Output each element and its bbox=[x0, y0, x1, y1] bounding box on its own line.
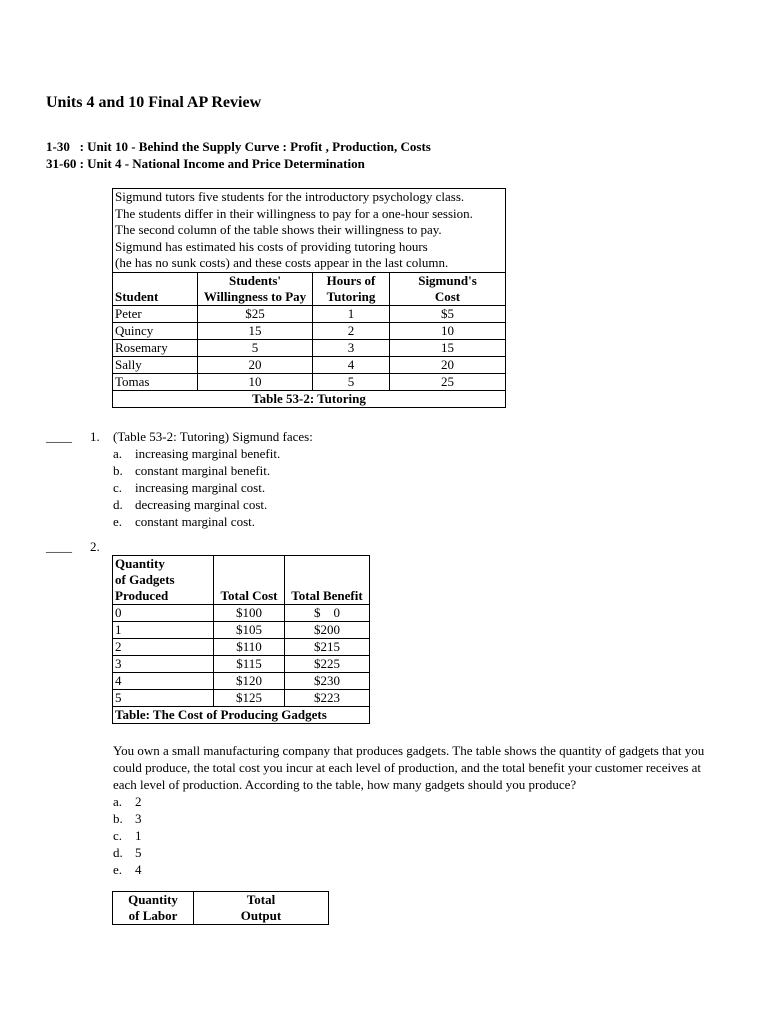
page-title: Units 4 and 10 Final AP Review bbox=[46, 94, 262, 111]
question-number-2: 2. bbox=[90, 539, 100, 554]
option-2b[interactable]: b. 3 bbox=[113, 811, 142, 826]
tutoring-table bbox=[112, 188, 506, 408]
table-row: Sally 20 4 20 bbox=[113, 356, 506, 373]
gadgets-caption: Table: The Cost of Producing Gadgets bbox=[113, 707, 370, 724]
option-1c[interactable]: c. increasing marginal cost. bbox=[113, 480, 266, 495]
table-row: Quincy 15 2 10 bbox=[113, 322, 506, 339]
option-1b[interactable]: b. constant marginal benefit. bbox=[113, 463, 271, 478]
table-row: 4 $120 $230 bbox=[113, 673, 370, 690]
table-row: 0 $100 $ 0 bbox=[113, 605, 370, 622]
labor-table bbox=[112, 891, 329, 925]
table-row: Tomas 10 5 25 bbox=[113, 373, 506, 390]
gadgets-table bbox=[112, 555, 370, 724]
answer-blank-1[interactable]: ____ bbox=[46, 429, 72, 444]
question-2 bbox=[113, 742, 725, 878]
tutoring-caption: Table 53-2: Tutoring bbox=[113, 390, 506, 407]
subtitle-unit-4: 31-60 : Unit 4 - National Income and Price Determination bbox=[46, 156, 365, 171]
table-row: 1 $105 $200 bbox=[113, 622, 370, 639]
answer-blank-2[interactable]: ____ bbox=[46, 539, 72, 554]
table-row: Rosemary 5 3 15 bbox=[113, 339, 506, 356]
option-2c[interactable]: c. 1 bbox=[113, 828, 142, 843]
option-1e[interactable]: e. constant marginal cost. bbox=[113, 514, 255, 529]
option-1d[interactable]: d. decreasing marginal cost. bbox=[113, 497, 268, 512]
tutoring-description: Sigmund tutors five students for the introductory psychology class. The students differ in their willingness to pay for a one-hour session. The second column of the table shows their willingness to pay. Sigmund has estimated his costs of providing tutoring hours (he has no sunk costs) and these costs appear in the last column. bbox=[113, 189, 506, 273]
table-row: Peter $25 1 $5 bbox=[113, 305, 506, 322]
question-2-stem: You own a small manufacturing company that produces gadgets. The table shows the quantity of gadgets that you could produce, the total cost you incur at each level of production, and the total benefit your customer receives at each level of production. According to the table, how many gadgets should you produce? bbox=[113, 743, 705, 792]
gadgets-header-row: Quantity of Gadgets Produced Total Cost Total Benefit bbox=[113, 556, 370, 605]
tutoring-header-row: Student Students' Willingness to Pay Hours of Tutoring Sigmund's Cost bbox=[113, 272, 506, 305]
option-1a[interactable]: a. increasing marginal benefit. bbox=[113, 446, 281, 461]
labor-header-row: Quantity of Labor Total Output bbox=[113, 892, 329, 925]
option-2e[interactable]: e. 4 bbox=[113, 862, 142, 877]
question-1 bbox=[113, 428, 313, 530]
table-row: 2 $110 $215 bbox=[113, 639, 370, 656]
question-1-stem: (Table 53-2: Tutoring) Sigmund faces: bbox=[113, 429, 313, 444]
table-row: 5 $125 $223 bbox=[113, 690, 370, 707]
question-number-1: 1. bbox=[90, 429, 100, 444]
subtitle-unit-10: 1-30 : Unit 10 - Behind the Supply Curve : Profit , Production, Costs bbox=[46, 139, 431, 154]
table-row: 3 $115 $225 bbox=[113, 656, 370, 673]
option-2a[interactable]: a. 2 bbox=[113, 794, 142, 809]
option-2d[interactable]: d. 5 bbox=[113, 845, 142, 860]
